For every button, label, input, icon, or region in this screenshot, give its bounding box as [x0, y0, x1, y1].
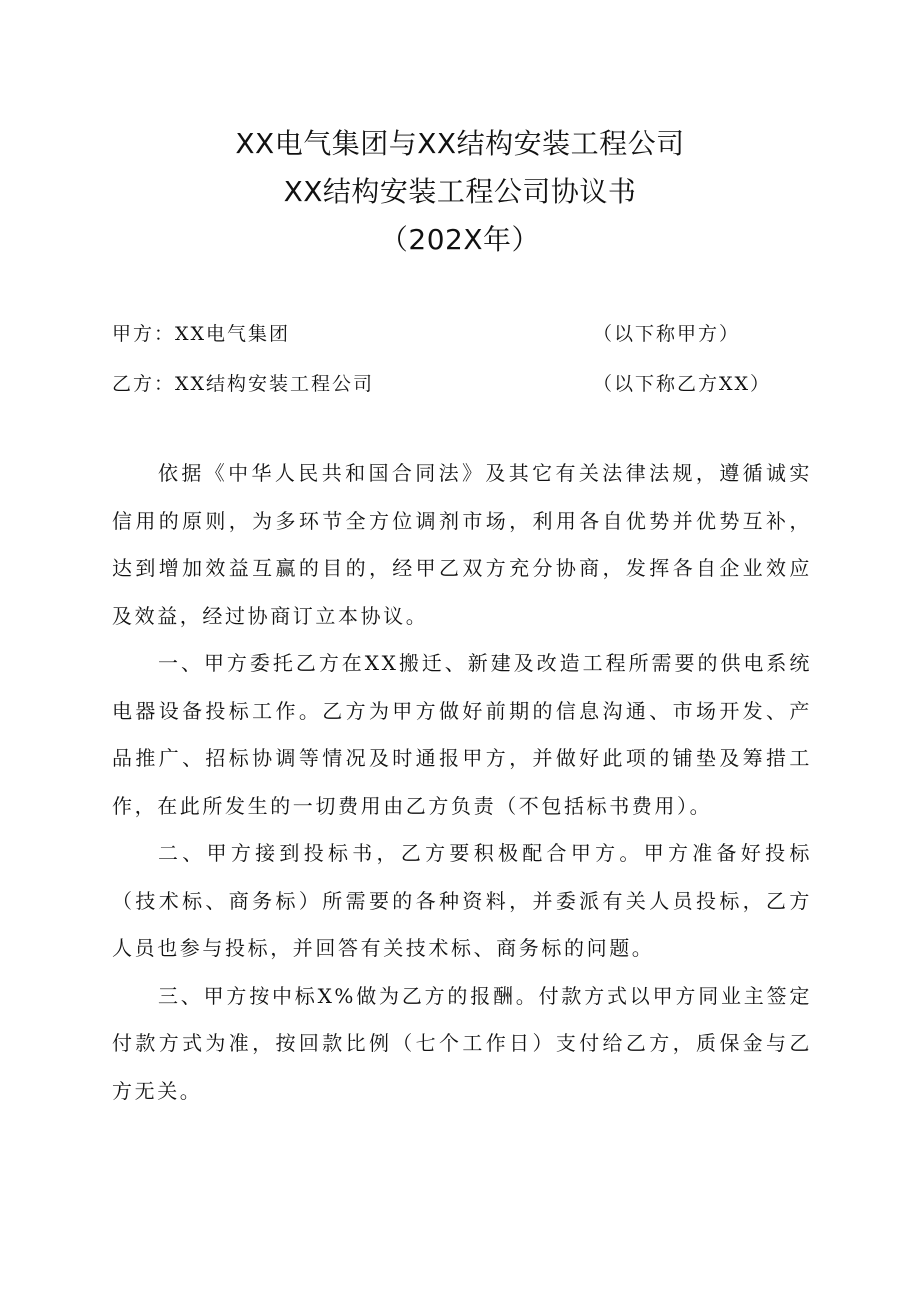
party-a-row	[112, 316, 812, 366]
party-b-label: 乙方：XX结构安装工程公司	[112, 373, 375, 395]
clause-3-paragraph: 三、甲方按中标X%做为乙方的报酬。付款方式以甲方同业主签定付款方式为准，按回款比例（七个工作日）支付给乙方，质保金与乙方无关。	[112, 983, 812, 1103]
preamble-paragraph: 依据《中华人民共和国合同法》及其它有关法律法规，遵循诚实信用的原则，为多环节全方位调剂市场，利用各自优势并优势互补，达到增加效益互赢的目的，经甲乙双方充分协商，发挥各自企业效应及效益，经过协商订立本协议。	[112, 461, 812, 628]
agreement-body	[112, 450, 812, 1115]
clause-2-paragraph: 二、甲方接到投标书，乙方要积极配合甲方。甲方准备好投标（技术标、商务标）所需要的各种资料，并委派有关人员投标，乙方人员也参与投标，并回答有关技术标、商务标的问题。	[112, 841, 812, 960]
parties-section	[112, 316, 812, 416]
party-a-label: 甲方：XX电气集团	[112, 323, 291, 345]
party-b-row	[112, 366, 812, 416]
clause-1-paragraph: 一、甲方委托乙方在XX搬迁、新建及改造工程所需要的供电系统电器设备投标工作。乙方为甲方做好前期的信息沟通、市场开发、产品推广、招标协调等情况及时通报甲方，并做好此项的铺垫及筹措工作，在此所发生的一切费用由乙方负责（不包括标书费用）。	[112, 651, 812, 818]
title-line-1: XX电气集团与XX结构安装工程公司	[235, 127, 685, 160]
party-b-alias: （以下称乙方XX）	[593, 373, 772, 395]
title-line-2: XX结构安装工程公司协议书	[283, 175, 637, 208]
title-line-3: （202X年）	[379, 223, 541, 256]
party-a-alias: （以下称甲方）	[593, 323, 741, 345]
document-title	[0, 120, 920, 264]
